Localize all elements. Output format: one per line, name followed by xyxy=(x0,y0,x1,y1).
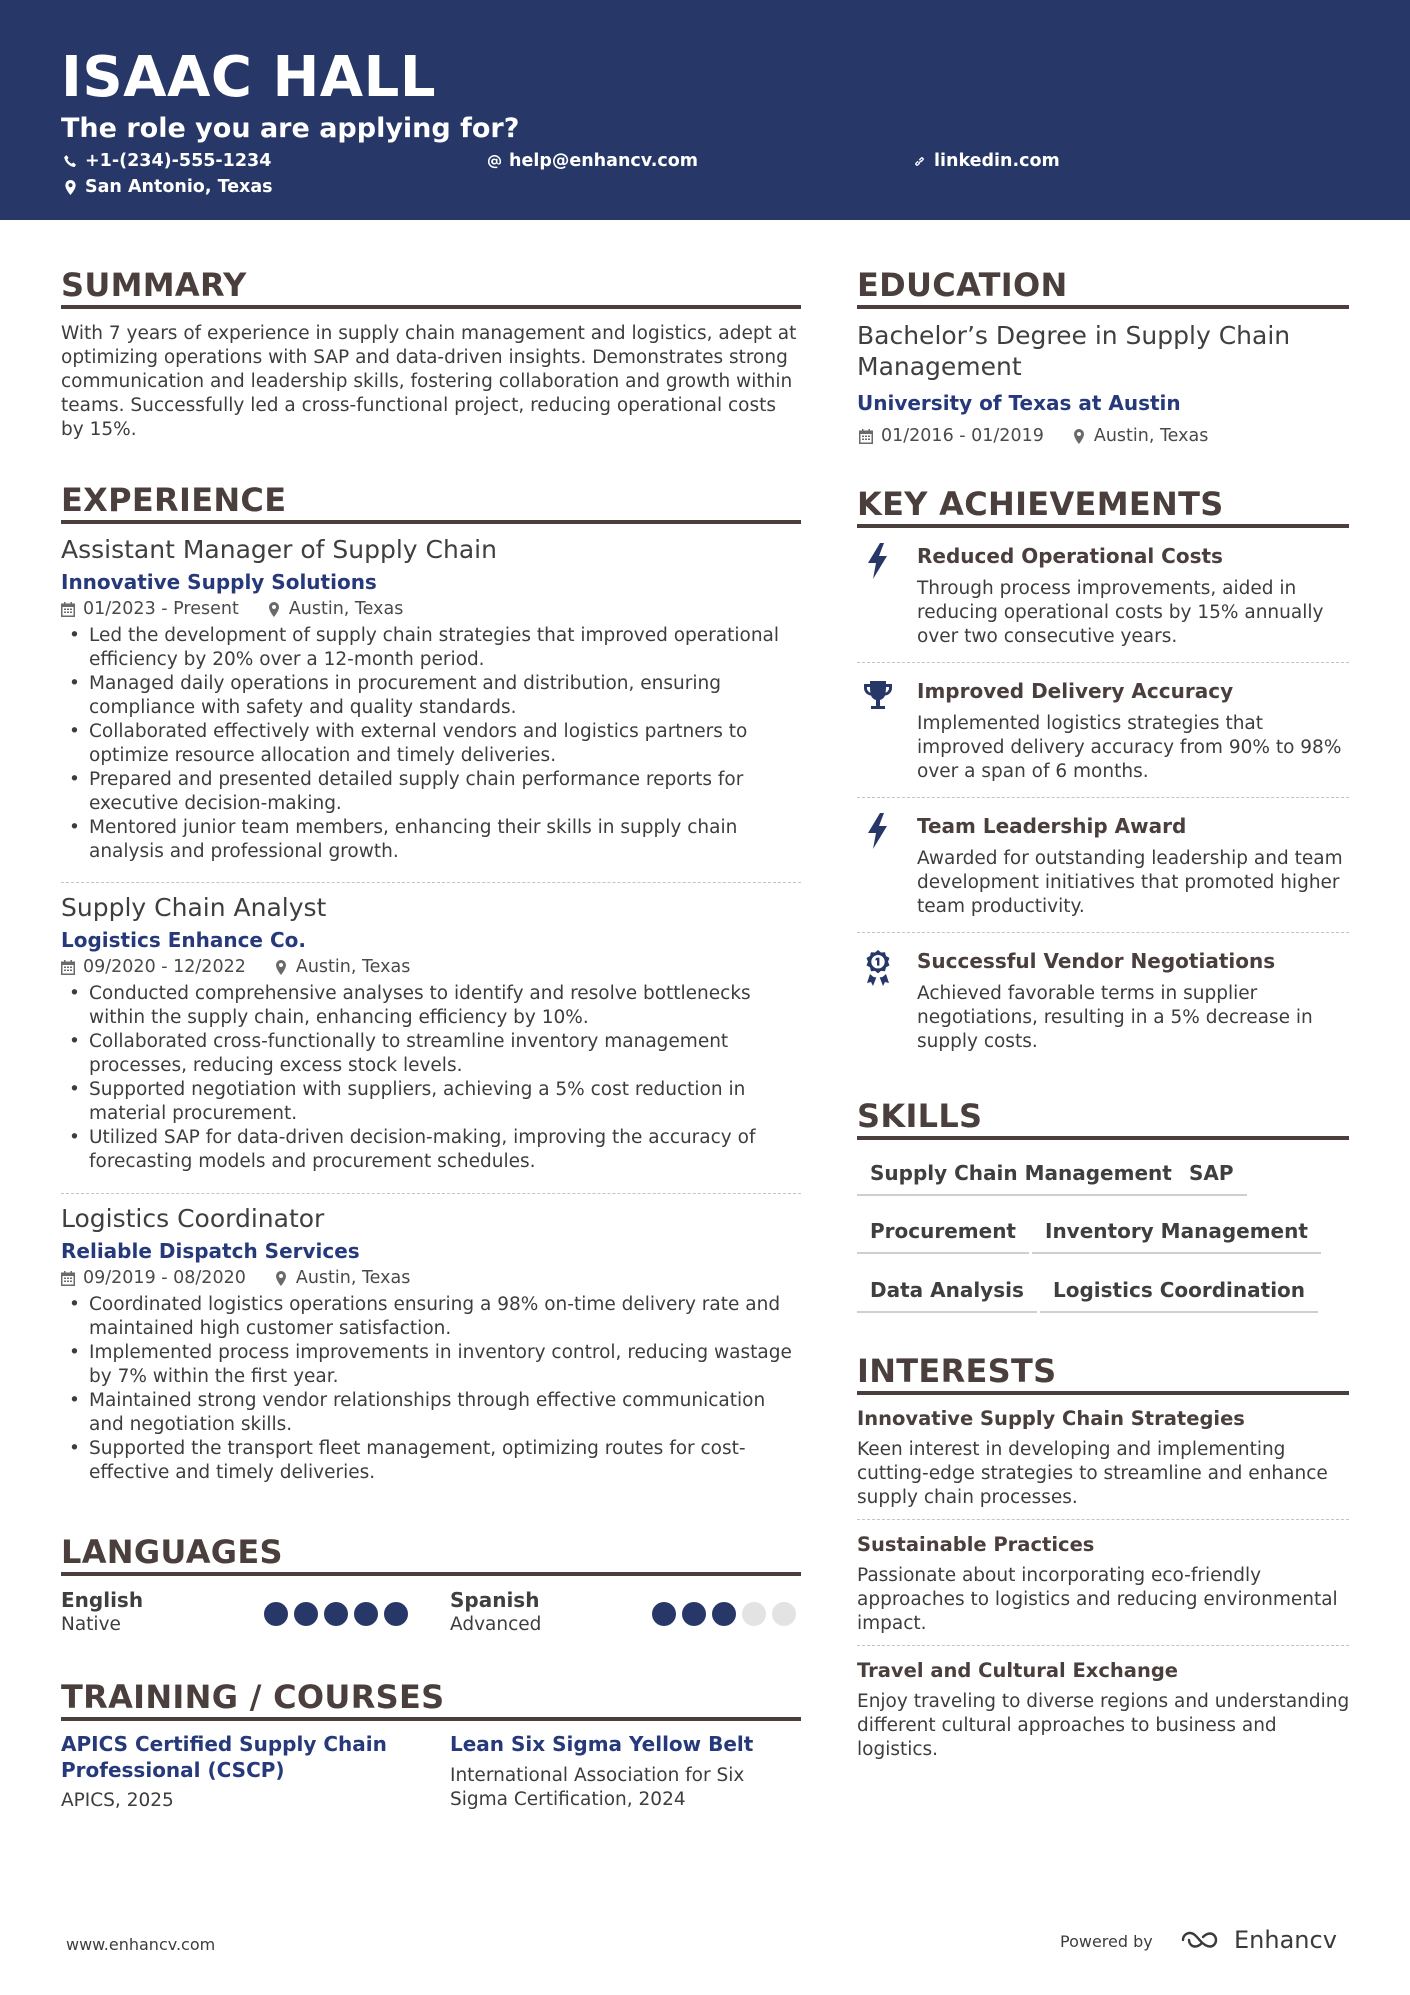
job-location-text: Austin, Texas xyxy=(295,957,411,977)
rating-dot-filled xyxy=(652,1602,676,1626)
job-location-text: Austin, Texas xyxy=(288,599,404,619)
divider xyxy=(857,797,1349,798)
trophy-icon xyxy=(863,680,893,716)
bullet-item: • Prepared and presented detailed supply chain performance reports for executive decision-making. xyxy=(61,768,801,816)
phone-contact[interactable] xyxy=(63,153,271,171)
experience-heading: EXPERIENCE xyxy=(61,481,287,519)
calendar-icon xyxy=(859,429,873,444)
interest-title: Travel and Cultural Exchange xyxy=(857,1659,1179,1682)
location-contact xyxy=(63,179,273,197)
at-icon xyxy=(487,154,502,169)
rating-dot-filled xyxy=(712,1602,736,1626)
skill-tag: Logistics Coordination xyxy=(1040,1277,1318,1313)
achievement-desc: Implemented logistics strategies that improved delivery accuracy from 90% to 98% over a span of 6 months. xyxy=(917,713,1342,782)
company-name: Innovative Supply Solutions xyxy=(61,570,377,594)
skill-tag: Data Analysis xyxy=(857,1277,1037,1313)
divider xyxy=(61,882,801,883)
job-dates: 09/2019 - 08/2020 xyxy=(83,1268,246,1288)
bullet-item: • Managed daily operations in procurement and distribution, ensuring compliance with safety and quality standards. xyxy=(61,672,801,720)
skill-tag: SAP xyxy=(1176,1160,1247,1196)
company-name: Logistics Enhance Co. xyxy=(61,928,306,952)
resume-header xyxy=(0,0,1410,220)
bullet-item: • Supported the transport fleet management, optimizing routes for cost-effective and timely deliveries. xyxy=(61,1437,801,1485)
footer-website[interactable]: www.enhancv.com xyxy=(66,1935,216,1954)
job-title: Supply Chain Analyst xyxy=(61,893,327,922)
calendar-icon xyxy=(61,960,75,975)
email-address: help@enhancv.com xyxy=(509,151,699,171)
lightning-icon xyxy=(863,813,893,849)
job-meta xyxy=(61,1267,801,1289)
education-heading: EDUCATION xyxy=(857,266,1068,304)
job-dates: 01/2023 - Present xyxy=(83,599,239,619)
linkedin-contact[interactable] xyxy=(912,153,1060,171)
skills-heading: SKILLS xyxy=(857,1097,983,1135)
bullet-item: • Collaborated cross-functionally to streamline inventory management processes, reducing excess stock levels. xyxy=(61,1030,801,1078)
job-title: Assistant Manager of Supply Chain xyxy=(61,535,497,564)
bullet-item: • Implemented process improvements in inventory control, reducing wastage by 7% within the first year. xyxy=(61,1341,801,1389)
school-name: University of Texas at Austin xyxy=(857,391,1181,415)
location-pin-icon xyxy=(1072,429,1086,444)
skills-rule xyxy=(857,1136,1349,1140)
summary-heading: SUMMARY xyxy=(61,266,247,304)
enhancv-wordmark: Enhancv xyxy=(1234,1926,1337,1954)
email-contact[interactable] xyxy=(487,153,698,171)
bullet-item: • Supported negotiation with suppliers, achieving a 5% cost reduction in material procurement. xyxy=(61,1078,801,1126)
language-rating xyxy=(264,1602,408,1626)
job-location xyxy=(274,956,411,978)
linkedin-url: linkedin.com xyxy=(934,151,1060,171)
interest-desc: Keen interest in developing and implementing cutting-edge strategies to streamline and enhance supply chain processes. xyxy=(857,1439,1328,1508)
languages-heading: LANGUAGES xyxy=(61,1533,283,1571)
rating-dot-filled xyxy=(682,1602,706,1626)
job-bullets xyxy=(61,1293,801,1485)
location-pin-icon xyxy=(274,960,288,975)
summary-text: With 7 years of experience in supply chain management and logistics, adept at optimizing operations with SAP and data-driven insights. Demonstrates strong communication and leadership skills, fostering collaboration and growth within teams. Successfully led a cross-functional project, reducing operational costs by 15%. xyxy=(61,323,797,440)
language-level: Native xyxy=(61,1614,121,1635)
divider xyxy=(857,1519,1349,1520)
enhancv-logo[interactable] xyxy=(1180,1926,1337,1954)
interest-title: Innovative Supply Chain Strategies xyxy=(857,1407,1245,1430)
skill-tag: Inventory Management xyxy=(1032,1218,1321,1254)
bullet-item: • Collaborated effectively with external vendors and logistics partners to optimize resource allocation and timely deliveries. xyxy=(61,720,801,768)
target-role: The role you are applying for? xyxy=(61,113,520,144)
language-name: English xyxy=(61,1588,144,1612)
calendar-icon xyxy=(61,602,75,617)
job-bullets xyxy=(61,982,801,1174)
divider xyxy=(857,932,1349,933)
bullet-item: • Conducted comprehensive analyses to identify and resolve bottlenecks within the supply chain, enhancing efficiency by 10%. xyxy=(61,982,801,1030)
course-title: APICS Certified Supply Chain Professional (CSCP) xyxy=(61,1732,387,1782)
interest-desc: Enjoy traveling to diverse regions and understanding different cultural approaches to business and logistics. xyxy=(857,1691,1350,1760)
location-pin-icon xyxy=(274,1271,288,1286)
location-text: San Antonio, Texas xyxy=(85,177,273,197)
achievement-item xyxy=(857,948,1349,1068)
job-meta xyxy=(61,598,801,620)
education-meta xyxy=(859,425,1208,447)
interest-desc: Passionate about incorporating eco-friendly approaches to logistics and reducing environmental impact. xyxy=(857,1565,1338,1634)
divider xyxy=(61,1193,801,1194)
education-location xyxy=(1072,425,1209,447)
achievement-item xyxy=(857,543,1349,663)
languages-rule xyxy=(61,1572,801,1576)
bullet-item: • Utilized SAP for data-driven decision-making, improving the accuracy of forecasting models and procurement schedules. xyxy=(61,1126,801,1174)
job-dates: 09/2020 - 12/2022 xyxy=(83,957,246,977)
education-dates: 01/2016 - 01/2019 xyxy=(881,426,1044,446)
phone-icon xyxy=(63,154,78,169)
training-rule xyxy=(61,1717,801,1721)
training-heading: TRAINING / COURSES xyxy=(61,1678,445,1716)
powered-by-label: Powered by xyxy=(1060,1932,1153,1951)
job-location-text: Austin, Texas xyxy=(295,1268,411,1288)
summary-rule xyxy=(61,305,801,309)
candidate-name: ISAAC HALL xyxy=(61,45,437,110)
divider xyxy=(857,1645,1349,1646)
achievement-title: Successful Vendor Negotiations xyxy=(917,949,1276,973)
job-meta xyxy=(61,956,801,978)
experience-rule xyxy=(61,520,801,524)
link-icon xyxy=(912,154,927,169)
achievement-title: Reduced Operational Costs xyxy=(917,544,1223,568)
rating-dot-filled xyxy=(264,1602,288,1626)
language-level: Advanced xyxy=(450,1614,542,1635)
rating-dot-filled xyxy=(294,1602,318,1626)
company-name: Reliable Dispatch Services xyxy=(61,1239,360,1263)
bullet-item: • Led the development of supply chain strategies that improved operational efficiency by 20% over a 12-month period. xyxy=(61,624,801,672)
divider xyxy=(857,662,1349,663)
achievement-desc: Achieved favorable terms in supplier negotiations, resulting in a 5% decrease in supply costs. xyxy=(917,983,1313,1052)
language-name: Spanish xyxy=(450,1588,540,1612)
education-rule xyxy=(857,305,1349,309)
interest-title: Sustainable Practices xyxy=(857,1533,1095,1556)
job-entry xyxy=(61,893,801,1174)
achievements-rule xyxy=(857,524,1349,528)
achievements-heading: KEY ACHIEVEMENTS xyxy=(857,485,1224,523)
award-ribbon-icon xyxy=(863,950,893,986)
calendar-icon xyxy=(61,1271,75,1286)
bullet-item: • Coordinated logistics operations ensuring a 98% on-time delivery rate and maintained high customer satisfaction. xyxy=(61,1293,801,1341)
skill-tag: Procurement xyxy=(857,1218,1029,1254)
language-rating xyxy=(652,1602,796,1626)
job-location xyxy=(274,1267,411,1289)
bullet-item: • Mentored junior team members, enhancing their skills in supply chain analysis and professional growth. xyxy=(61,816,801,864)
enhancv-logo-icon xyxy=(1180,1928,1226,1952)
achievement-item xyxy=(857,813,1349,933)
rating-dot-filled xyxy=(324,1602,348,1626)
job-entry xyxy=(61,1204,801,1485)
bullet-item: • Maintained strong vendor relationships through effective communication and negotiation skills. xyxy=(61,1389,801,1437)
education-location-text: Austin, Texas xyxy=(1093,426,1209,446)
job-entry xyxy=(61,535,801,864)
course-org: APICS, 2025 xyxy=(61,1790,174,1811)
rating-dot-empty xyxy=(742,1602,766,1626)
course-title: Lean Six Sigma Yellow Belt xyxy=(450,1732,754,1756)
rating-dot-empty xyxy=(772,1602,796,1626)
achievement-title: Improved Delivery Accuracy xyxy=(917,679,1234,703)
job-title: Logistics Coordinator xyxy=(61,1204,325,1233)
skill-tag: Supply Chain Management xyxy=(857,1160,1185,1196)
achievement-item xyxy=(857,678,1349,798)
interests-rule xyxy=(857,1391,1349,1395)
rating-dot-filled xyxy=(384,1602,408,1626)
degree-title: Bachelor’s Degree in Supply Chain Management xyxy=(857,321,1291,381)
location-pin-icon xyxy=(267,602,281,617)
job-bullets xyxy=(61,624,801,864)
achievement-desc: Awarded for outstanding leadership and team development initiatives that promoted higher team productivity. xyxy=(917,848,1343,917)
location-pin-icon xyxy=(63,180,78,195)
achievement-title: Team Leadership Award xyxy=(917,814,1187,838)
achievement-desc: Through process improvements, aided in reducing operational costs by 15% annually over two consecutive years. xyxy=(917,578,1324,647)
course-org: International Association for Six Sigma Certification, 2024 xyxy=(450,1765,745,1810)
job-location xyxy=(267,598,404,620)
rating-dot-filled xyxy=(354,1602,378,1626)
interests-heading: INTERESTS xyxy=(857,1352,1057,1390)
phone-number: +1-(234)-555-1234 xyxy=(85,151,272,171)
lightning-icon xyxy=(863,543,893,579)
